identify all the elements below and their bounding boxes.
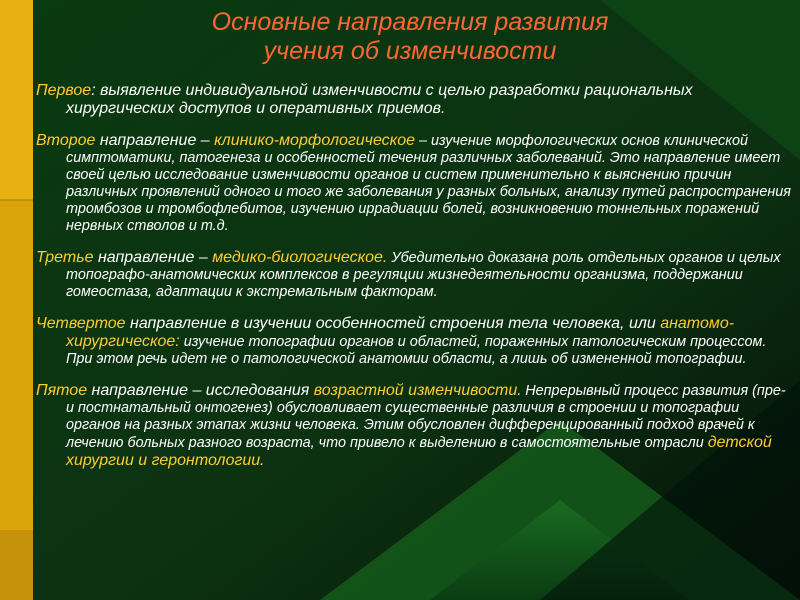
lead-third: Третье	[36, 249, 94, 266]
text-second-1: направление –	[95, 132, 215, 149]
text-fourth-1: направление в изучении особенностей строения тела человека, или	[125, 315, 661, 332]
lead-fifth: Пятое	[36, 382, 88, 399]
highlight-fifth: возрастной изменчивости	[313, 382, 518, 399]
slide-body	[36, 82, 794, 484]
text-third-2: Убедительно доказана роль отдельных органов и целых топографо-анатомических комплексов в регуляции жизнедеятельности организма, поддержании гомеостаза, адаптации к экстремальным факторам.	[66, 250, 781, 300]
paragraph-first	[36, 82, 794, 118]
highlight-fourth: анатомо-хирургическое:	[66, 315, 735, 350]
text-fourth-2: изучение топографии органов и областей, пораженных патологическим процессом. При этом речь идет не о патологической анатомии области, а лишь об измененной топографии.	[66, 334, 767, 367]
lead-first: Первое	[36, 82, 92, 99]
slide-title	[140, 8, 680, 66]
paragraph-fifth	[36, 382, 794, 470]
text-first: : выявление индивидуальной изменчивости с целью разработки рациональных хирургических доступов и оперативных приемов.	[66, 82, 693, 117]
title-line-2: учения об изменчивости	[263, 37, 557, 65]
paragraph-second	[36, 132, 794, 235]
text-fifth-1: направление – исследования	[87, 382, 314, 399]
text-second-2: – изучение морфологических основ клинической симптоматики, патогенеза и особенностей течения различных заболеваний. Это направление имеет своей целью исследование изменчивости органов и систем применительно к выяснению причин различных проявлений одного и того же заболевания у разных больных, анализу путей распространения тромбозов и тромбофлебитов, изучению иррадиации болей, возникновению тоннельных поражений нервных стволов и т.д.	[66, 133, 791, 234]
highlight-third: медико-биологическое.	[212, 249, 388, 266]
text-fifth-3: .	[260, 453, 265, 469]
text-third-1: направление –	[93, 249, 213, 266]
lead-second: Второе	[36, 132, 96, 149]
highlight-second: клинико-морфологическое	[214, 132, 416, 149]
title-line-1: Основные направления развития	[211, 8, 609, 36]
paragraph-third	[36, 249, 794, 301]
highlight-fifth-2: детской хирургии и геронтологии	[66, 434, 772, 469]
lead-fourth: Четвертое	[36, 315, 126, 332]
paragraph-fourth	[36, 315, 794, 368]
text-fifth-2: . Непрерывный процесс развития (пре- и постнатальный онтогенез) обусловливает существенные различия в строении и топографии органов на разных этапах жизни человека. Этим обусловлен дифференцированный подход врачей к лечению больных разного возраста, что привело к выделению в самостоятельные отрасли	[66, 383, 786, 451]
